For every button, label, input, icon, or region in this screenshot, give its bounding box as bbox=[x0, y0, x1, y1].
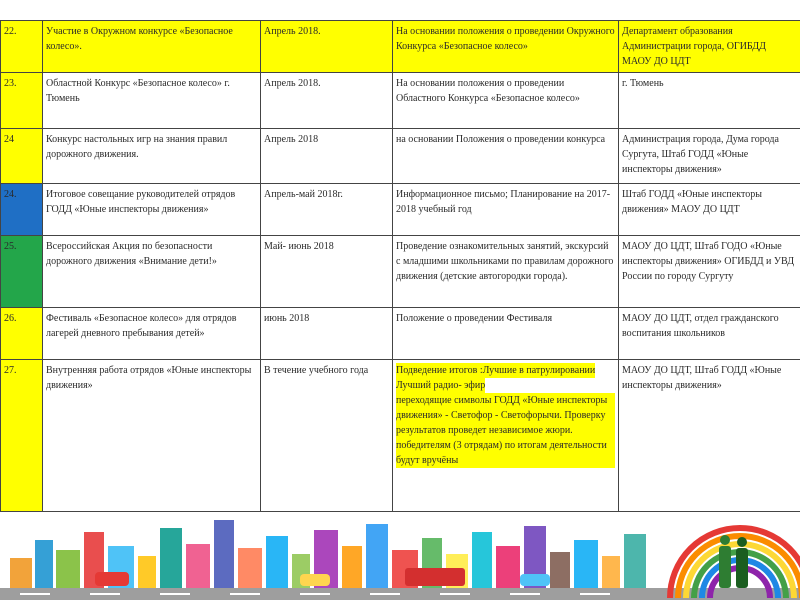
basis-cell bbox=[393, 360, 619, 512]
responsible-cell: Штаб ГОДД «Юные инспекторы движения» МАОУ ДО ЦДТ bbox=[619, 184, 800, 236]
basis-cell: Проведение ознакомительных занятий, экскурсий с младшими школьниками по правилам дорожного движения (детские автогородки города). bbox=[393, 236, 619, 308]
basis-cell: Информационное письмо; Планирование на 2017-2018 учебный год bbox=[393, 184, 619, 236]
row-number: 27. bbox=[1, 360, 43, 512]
table-row bbox=[1, 21, 800, 73]
row-number: 25. bbox=[1, 236, 43, 308]
date-cell: Апрель 2018 bbox=[261, 129, 393, 184]
table-row bbox=[1, 308, 800, 360]
responsible-cell: Администрация города, Дума города Сургута, Штаб ГОДД «Юные инспекторы движения» bbox=[619, 129, 800, 184]
event-cell: Фестиваль «Безопасное колесо» для отрядов лагерей дневного пребывания детей» bbox=[43, 308, 261, 360]
basis-line: переходящие символы ГОДД «Юные инспекторы движения» - Светофор - Светофорычи. Проверку результатов проведет независимое жюри. bbox=[396, 393, 615, 438]
date-cell: Апрель-май 2018г. bbox=[261, 184, 393, 236]
basis-line: Подведение итогов :Лучшие в патрулировании bbox=[396, 365, 596, 376]
basis-cell: На основании положения о проведении Окружного Конкурса «Безопасное колесо» bbox=[393, 21, 619, 73]
date-cell: Апрель 2018. bbox=[261, 21, 393, 73]
row-number: 24 bbox=[1, 129, 43, 184]
table-row bbox=[1, 73, 800, 129]
basis-line: победителям (3 отрядам) по итогам деятельности будут вручёны bbox=[396, 438, 615, 468]
row-number: 26. bbox=[1, 308, 43, 360]
responsible-cell: МАОУ ДО ЦДТ, отдел гражданского воспитания школьников bbox=[619, 308, 800, 360]
responsible-cell: г. Тюмень bbox=[619, 73, 800, 129]
event-cell: Областной Конкурс «Безопасное колесо» г. Тюмень bbox=[43, 73, 261, 129]
row-number: 23. bbox=[1, 73, 43, 129]
basis-cell: на основании Положения о проведении конкурса bbox=[393, 129, 619, 184]
basis-line: Лучший радио- эфир bbox=[396, 380, 486, 391]
date-cell: Апрель 2018. bbox=[261, 73, 393, 129]
date-cell: Май- июнь 2018 bbox=[261, 236, 393, 308]
basis-cell: Положение о проведении Фестиваля bbox=[393, 308, 619, 360]
basis-cell: На основании положения о проведении Областного Конкурса «Безопасное колесо» bbox=[393, 73, 619, 129]
event-cell: Участие в Окружном конкурсе «Безопасное колесо». bbox=[43, 21, 261, 73]
date-cell: июнь 2018 bbox=[261, 308, 393, 360]
event-cell: Итоговое совещание руководителей отрядов ГОДД «Юные инспекторы движения» bbox=[43, 184, 261, 236]
event-cell: Внутренняя работа отрядов «Юные инспекторы движения» bbox=[43, 360, 261, 512]
table-row bbox=[1, 184, 800, 236]
table-row bbox=[1, 360, 800, 512]
date-cell: В течение учебного года bbox=[261, 360, 393, 512]
responsible-cell: МАОУ ДО ЦДТ, Штаб ГОДД «Юные инспекторы движения» bbox=[619, 360, 800, 512]
table-row bbox=[1, 129, 800, 184]
city-illustration bbox=[0, 510, 800, 600]
row-number: 24. bbox=[1, 184, 43, 236]
responsible-cell: МАОУ ДО ЦДТ, Штаб ГОДО «Юные инспекторы движения» ОГИБДД и УВД России по городу Сургуту bbox=[619, 236, 800, 308]
rainbow-icon bbox=[670, 528, 800, 598]
event-cell: Конкурс настольных игр на знания правил дорожного движения. bbox=[43, 129, 261, 184]
responsible-cell: Департамент образования Администрации города, ОГИБДД МАОУ ДО ЦДТ bbox=[619, 21, 800, 73]
event-cell: Всероссийская Акция по безопасности дорожного движения «Внимание дети!» bbox=[43, 236, 261, 308]
table-row bbox=[1, 236, 800, 308]
row-number: 22. bbox=[1, 21, 43, 73]
events-plan-table bbox=[0, 20, 800, 512]
